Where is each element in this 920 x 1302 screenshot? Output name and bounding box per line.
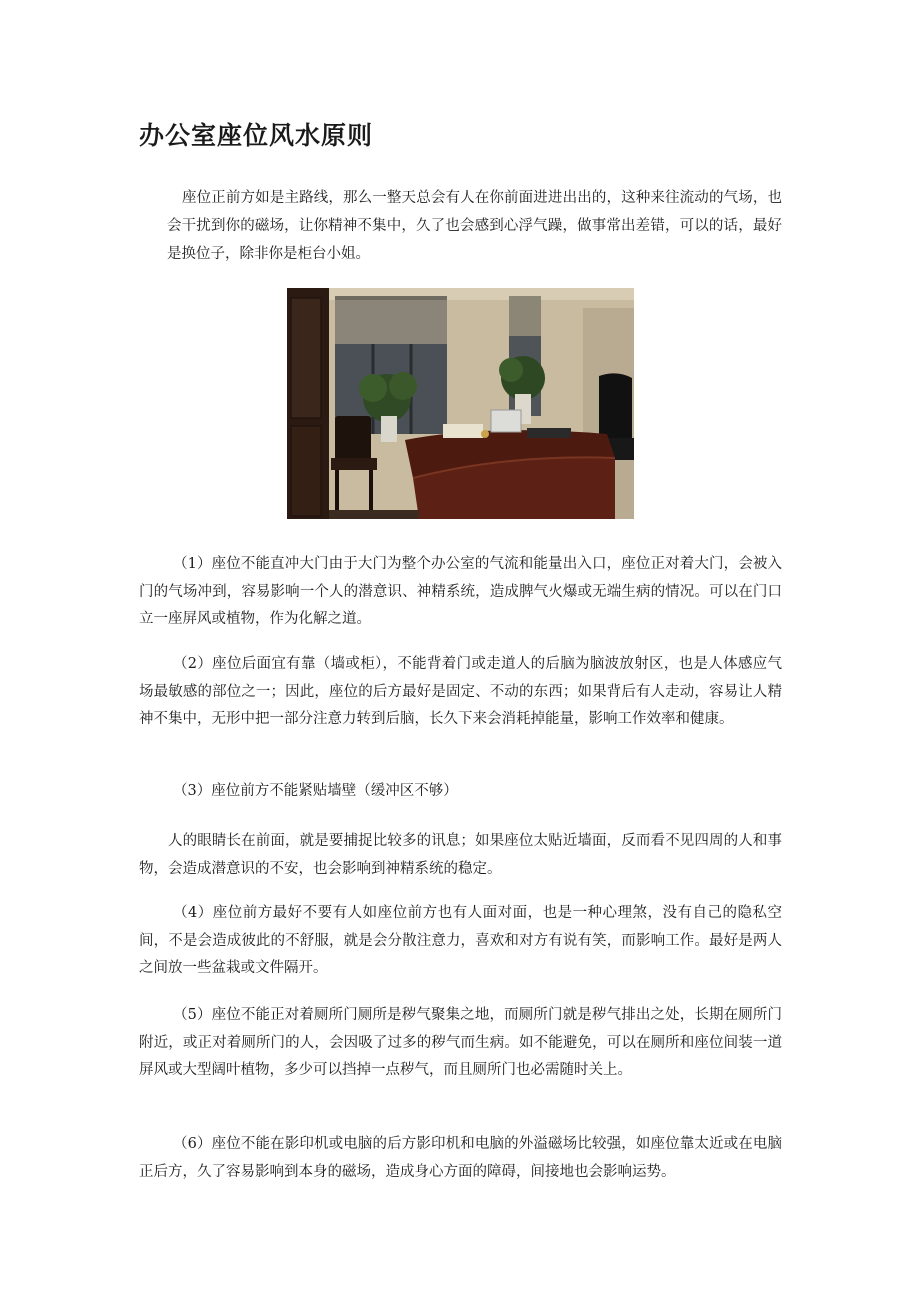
paragraph-3: （3）座位前方不能紧贴墙壁（缓冲区不够） xyxy=(173,783,458,799)
paragraph-2: （2）座位后面宜有靠（墙或柜），不能背着门或走道人的后脑为脑波放射区，也是人体感应气场最敏感的部位之一；因此，座位的后方最好是固定、不动的东西；如果背后有人走动，容易让人精神不集中，无形中把一部分注意力转到后脑，长久下来会消耗掉能量，影响工作效率和健康。 xyxy=(139,656,782,727)
office-photo xyxy=(287,288,634,519)
paragraph-6: （5）座位不能正对着厕所门厕所是秽气聚集之地，而厕所门就是秽气排出之处，长期在厕所门附近，或正对着厕所门的人，会因吸了过多的秽气而生病。如不能避免，可以在厕所和座位间装一道屏风或大型阔叶植物，多少可以挡掉一点秽气，而且厕所门也必需随时关上。 xyxy=(139,1007,782,1078)
page-title: 办公室座位风水原则 xyxy=(139,121,374,150)
paragraph-5: （4）座位前方最好不要有人如座位前方也有人面对面，也是一种心理煞，没有自己的隐私空间，不是会造成彼此的不舒服，就是会分散注意力，喜欢和对方有说有笑，而影响工作。最好是两人之间放一些盆栽或文件隔开。 xyxy=(139,905,782,976)
intro-paragraph: 座位正前方如是主路线，那么一整天总会有人在你前面进进出出的，这种来往流动的气场，也会干扰到你的磁场，让你精神不集中，久了也会感到心浮气躁，做事常出差错，可以的话，最好是换位子，除非你是柜台小姐。 xyxy=(167,190,782,262)
paragraph-7: （6）座位不能在影印机或电脑的后方影印机和电脑的外溢磁场比较强，如座位靠太近或在电脑正后方，久了容易影响到本身的磁场，造成身心方面的障碍，间接地也会影响运势。 xyxy=(139,1136,782,1180)
paragraph-4: 人的眼睛长在前面，就是要捕捉比较多的讯息；如果座位太贴近墙面，反而看不见四周的人和事物，会造成潜意识的不安，也会影响到神精系统的稳定。 xyxy=(139,833,782,877)
paragraph-1: （1）座位不能直冲大门由于大门为整个办公室的气流和能量出入口，座位正对着大门，会被入门的气场冲到，容易影响一个人的潜意识、神精系统，造成脾气火爆或无端生病的情况。可以在门口立一座屏风或植物，作为化解之道。 xyxy=(139,556,782,627)
